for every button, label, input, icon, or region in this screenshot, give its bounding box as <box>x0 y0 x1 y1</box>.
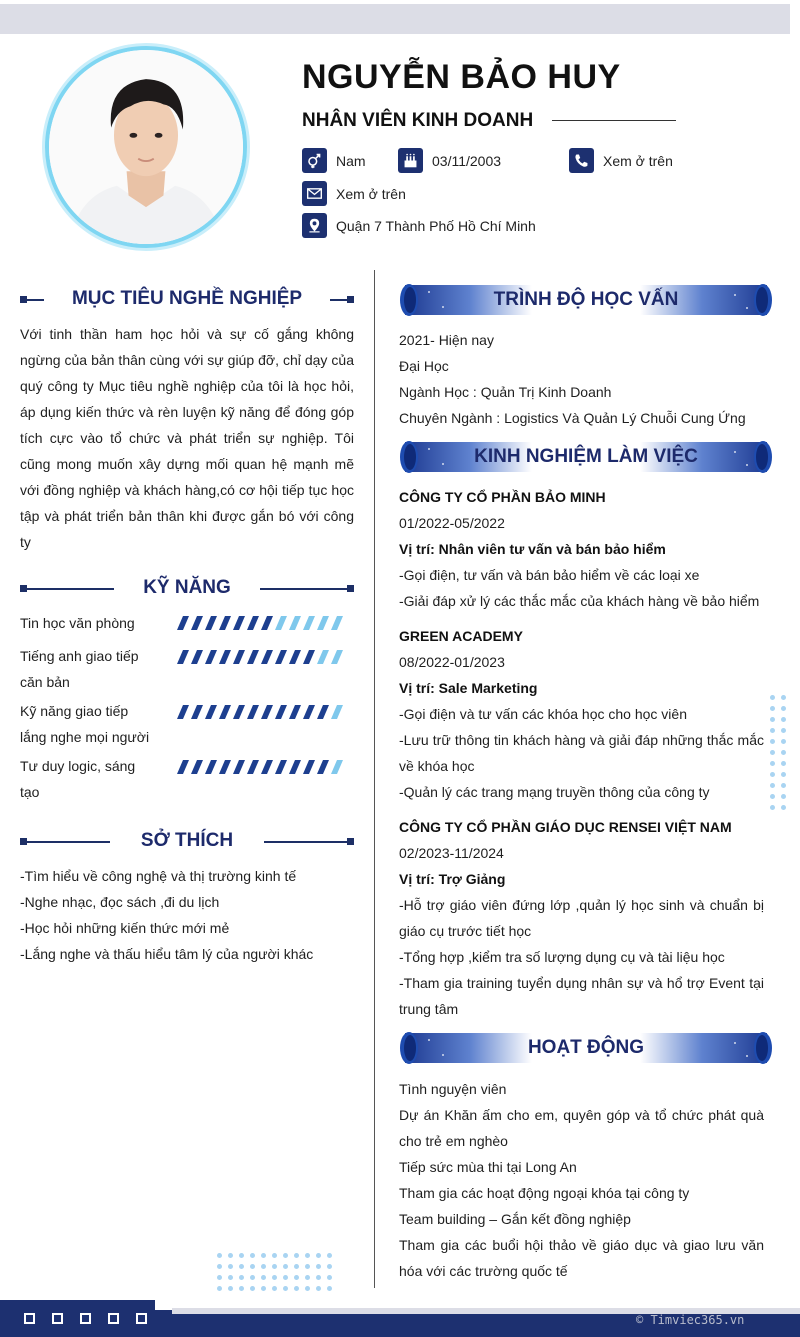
company-name: CÔNG TY CỔ PHẦN BẢO MINH <box>399 489 606 505</box>
skill-segment <box>205 650 217 664</box>
job-duty: -Gọi điện, tư vấn và bán bảo hiểm về các loại xe <box>399 567 700 583</box>
skill-segment <box>261 705 273 719</box>
skill-bar-1 <box>177 650 347 664</box>
footer-square <box>24 1313 35 1324</box>
skill-segment <box>219 760 231 774</box>
skill-segment <box>177 760 189 774</box>
top-band <box>0 4 790 34</box>
experience-job-2 <box>399 623 764 805</box>
job-duty: -Gọi điện và tư vấn các khóa học cho học viên <box>399 706 687 722</box>
column-divider <box>374 270 375 1288</box>
skill-bar-3 <box>177 760 347 774</box>
hobbies-title: SỞ THÍCH <box>140 830 234 851</box>
skill-segment <box>191 616 203 630</box>
skill-segment <box>177 650 189 664</box>
experience-banner <box>399 440 773 474</box>
footer-square <box>108 1313 119 1324</box>
candidate-name: NGUYỄN BẢO HUY <box>302 58 621 96</box>
skill-segment <box>191 650 203 664</box>
skill-segment <box>331 616 343 630</box>
job-position: Vị trí: Sale Marketing <box>399 680 538 696</box>
skill-segment <box>331 650 343 664</box>
job-duty: -Quản lý các trang mạng truyền thông của công ty <box>399 784 710 800</box>
education-line: Ngành Học : Quản Trị Kinh Doanh <box>399 384 612 400</box>
job-position: Vị trí: Trợ Giảng <box>399 871 506 887</box>
skill-bar-2 <box>177 705 347 719</box>
skill-segment <box>205 760 217 774</box>
map-pin-icon <box>302 213 327 238</box>
hobbies-list <box>20 863 354 967</box>
activity-item: Tiếp sức mùa thi tại Long An <box>399 1159 577 1175</box>
education-line: Chuyên Ngành : Logistics Và Quản Lý Chuỗi Cung Ứng <box>399 410 746 426</box>
skill-segment <box>331 760 343 774</box>
skill-segment <box>317 705 329 719</box>
address-info <box>302 213 536 238</box>
cake-icon <box>398 148 423 173</box>
education-banner <box>399 283 773 317</box>
job-position: Vị trí: Nhân viên tư vấn và bán bảo hiểm <box>399 541 666 557</box>
education-details <box>399 327 764 431</box>
email-text: Xem ở trên <box>336 185 406 202</box>
footer-square <box>80 1313 91 1324</box>
hobby-item: -Tìm hiểu về công nghệ và thị trường kinh tế <box>20 868 297 884</box>
skill-segment <box>303 705 315 719</box>
skill-segment <box>247 616 259 630</box>
activity-item: Dự án Khăn ấm cho em, quyên góp và tổ chức phát quà cho trẻ em nghèo <box>399 1107 764 1149</box>
skills-title: KỸ NĂNG <box>143 577 231 598</box>
job-period: 01/2022-05/2022 <box>399 515 505 531</box>
education-line: 2021- Hiện nay <box>399 332 494 348</box>
hobbies-heading <box>20 830 354 854</box>
skill-segment <box>289 650 301 664</box>
skill-segment <box>275 616 287 630</box>
hobby-item: -Lắng nghe và thấu hiểu tâm lý của người khác <box>20 946 314 962</box>
education-title: TRÌNH ĐỘ HỌC VẤN <box>493 289 679 310</box>
skill-segment <box>233 650 245 664</box>
skill-segment <box>261 760 273 774</box>
skill-segment <box>261 650 273 664</box>
skill-segment <box>275 760 287 774</box>
experience-job-3 <box>399 814 764 1022</box>
address-text: Quận 7 Thành Phố Hồ Chí Minh <box>336 217 536 234</box>
skill-segment <box>317 760 329 774</box>
email-info <box>302 181 406 206</box>
gender-icon <box>302 148 327 173</box>
activity-item: Team building – Gắn kết đồng nghiệp <box>399 1211 631 1227</box>
job-duty: -Hỗ trợ giáo viên đứng lớp ,quản lý học sinh và chuẩn bị giáo cụ trước tiết học <box>399 897 764 939</box>
job-duty: -Tổng hợp ,kiểm tra số lượng dụng cụ và tài liệu học <box>399 949 725 965</box>
activities-banner <box>399 1031 773 1065</box>
birthday-text: 03/11/2003 <box>432 152 502 169</box>
skill-segment <box>247 760 259 774</box>
activity-item: Tham gia các hoạt động ngoại khóa tại công ty <box>399 1185 690 1201</box>
job-period: 02/2023-11/2024 <box>399 845 504 861</box>
company-name: GREEN ACADEMY <box>399 628 523 644</box>
skill-segment <box>247 705 259 719</box>
skill-label-0: Tin học văn phòng <box>20 615 135 631</box>
skill-segment <box>289 760 301 774</box>
phone-icon <box>569 148 594 173</box>
job-duty: -Lưu trữ thông tin khách hàng và giải đáp những thắc mắc về khóa học <box>399 732 764 774</box>
job-duty: -Giải đáp xử lý các thắc mắc của khách hàng về bảo hiểm <box>399 593 760 609</box>
skill-segment <box>317 616 329 630</box>
objective-title: MỤC TIÊU NGHỀ NGHIỆP <box>71 288 303 309</box>
skill-label-3: Tư duy logic, sáng tạo <box>20 758 136 800</box>
experience-title: KINH NGHIỆM LÀM VIỆC <box>474 446 698 467</box>
skill-segment <box>191 760 203 774</box>
skill-segment <box>331 705 343 719</box>
gender-info <box>302 148 366 173</box>
phone-text: Xem ở trên <box>603 152 673 169</box>
skill-label-1: Tiếng anh giao tiếp căn bản <box>20 648 139 690</box>
watermark: © Timviec365.vn <box>636 1313 745 1327</box>
skill-segment <box>317 650 329 664</box>
activities-title: HOẠT ĐỘNG <box>527 1037 645 1058</box>
skills-heading <box>20 577 354 601</box>
activity-item: Tham gia các buổi hội thảo về giáo dục và giao lưu văn hóa với các trường quốc tế <box>399 1237 764 1279</box>
hobby-item: -Nghe nhạc, đọc sách ,đi du lịch <box>20 894 220 910</box>
gender-text: Nam <box>336 152 366 169</box>
job-duty: -Tham gia training tuyển dụng nhân sự và hổ trợ Event tại trung tâm <box>399 975 764 1017</box>
envelope-icon <box>302 181 327 206</box>
footer-square <box>52 1313 63 1324</box>
objective-heading <box>20 288 354 312</box>
skill-segment <box>303 760 315 774</box>
skill-label-2: Kỹ năng giao tiếp lắng nghe mọi người <box>20 703 150 745</box>
skill-segment <box>219 616 231 630</box>
skill-segment <box>275 705 287 719</box>
skill-segment <box>205 705 217 719</box>
skill-segment <box>233 760 245 774</box>
skill-segment <box>177 616 189 630</box>
skill-segment <box>275 650 287 664</box>
skill-segment <box>289 616 301 630</box>
skill-segment <box>219 650 231 664</box>
skill-segment <box>233 705 245 719</box>
skill-segment <box>191 705 203 719</box>
profile-photo <box>45 46 247 248</box>
skill-segment <box>177 705 189 719</box>
skill-segment <box>233 616 245 630</box>
company-name: CÔNG TY CỔ PHẦN GIÁO DỤC RENSEI VIỆT NAM <box>399 819 732 835</box>
birthday-info <box>398 148 501 173</box>
education-line: Đại Học <box>399 358 449 374</box>
hobby-item: -Học hỏi những kiến thức mới mẻ <box>20 920 230 936</box>
title-underline <box>552 120 676 121</box>
skill-segment <box>303 650 315 664</box>
job-period: 08/2022-01/2023 <box>399 654 505 670</box>
skill-segment <box>205 616 217 630</box>
skill-bar-0 <box>177 616 347 630</box>
phone-info <box>569 148 673 173</box>
footer-square <box>136 1313 147 1324</box>
skill-segment <box>261 616 273 630</box>
skill-segment <box>219 705 231 719</box>
job-title: NHÂN VIÊN KINH DOANH <box>302 110 534 131</box>
skill-segment <box>247 650 259 664</box>
activities-list <box>399 1076 764 1284</box>
skill-segment <box>289 705 301 719</box>
experience-job-1 <box>399 484 764 614</box>
objective-text: Với tinh thần ham học hỏi và sự cố gắng không ngừng của bản thân cùng với sự giúp đỡ, chỉ dạy của quý công ty Mục tiêu nghề nghiệp của tôi là học hỏi, áp dụng kiến thức và rèn luyện kỹ năng để đóng góp tích cực vào tổ chức và phát triển sự nghiệp. Tôi cũng mong muốn xây dựng mối quan hệ mạnh mẽ với đồng nghiệp và khách hàng,có cơ hội tiếp tục học tập và phát triển bản thân khi được gắn bó với công ty <box>20 326 354 550</box>
activity-item: Tình nguyện viên <box>399 1081 507 1097</box>
skill-segment <box>303 616 315 630</box>
